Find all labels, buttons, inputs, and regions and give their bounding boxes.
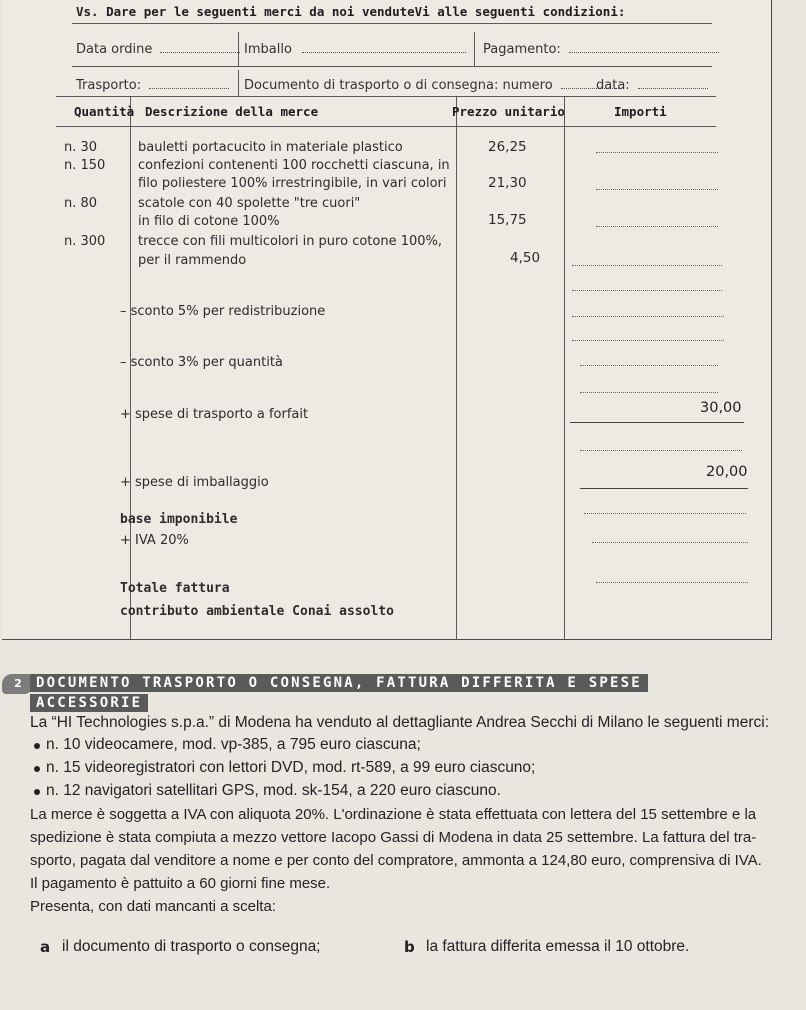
field-imballo xyxy=(244,42,466,57)
row-amount-blank xyxy=(596,152,718,153)
task-b: la fattura differita emessa il 10 ottobre. xyxy=(426,938,690,955)
amount-blank xyxy=(580,365,718,366)
row-desc: per il rammendo xyxy=(138,253,247,268)
row-qty: n. 300 xyxy=(64,234,106,249)
field-pagamento-blank xyxy=(569,52,719,53)
line-sconto-5: – sconto 5% per redistribuzione xyxy=(120,304,326,319)
field-trasporto xyxy=(76,78,229,93)
amount-rule xyxy=(570,422,744,423)
row-price: 21,30 xyxy=(488,175,527,191)
row-desc: scatole con 40 spolette "tre cuori" xyxy=(138,196,361,211)
line-conai: contributo ambientale Conai assolto xyxy=(120,604,394,619)
line-spese-imballaggio: + spese di imballaggio xyxy=(120,475,269,490)
col-divider-desc xyxy=(456,96,457,640)
col-divider-price xyxy=(564,96,565,640)
header-mid-rule xyxy=(72,66,712,67)
amount-blank xyxy=(596,582,748,583)
merce-item: n. 12 navigatori satellitari GPS, mod. sk-154, a 220 euro ciascuno. xyxy=(46,782,501,799)
amount-rule xyxy=(580,488,748,489)
bullet-icon xyxy=(34,766,40,772)
exercise-title-continued: ACCESSORIE xyxy=(30,694,148,712)
field-trasporto-label: Trasporto: xyxy=(76,78,142,93)
line-base-imponibile: base imponibile xyxy=(120,512,238,527)
col-header-descrizione: Descrizione della merce xyxy=(145,104,319,119)
row-desc: trecce con fili multicolori in puro cotone 100%, xyxy=(138,234,443,249)
row-price: 15,75 xyxy=(488,212,527,228)
body-line: sporto, pagata dal venditore a nome e per conto del compratore, ammonta a 124,80 euro, comprensiva di IVA. xyxy=(30,852,762,869)
amount-blank xyxy=(580,392,718,393)
field-data xyxy=(596,78,708,93)
header-divider xyxy=(238,32,239,66)
merce-item: n. 10 videocamere, mod. vp-385, a 795 euro ciascuna; xyxy=(46,736,421,753)
row-qty: n. 150 xyxy=(64,158,106,173)
amount-blank xyxy=(572,316,724,317)
line-spese-trasporto: + spese di trasporto a forfait xyxy=(120,407,309,422)
col-header-prezzo: Prezzo unitario xyxy=(452,104,565,119)
amount-blank xyxy=(580,450,742,451)
row-price: 26,25 xyxy=(488,139,527,155)
amount-blank xyxy=(572,290,722,291)
field-documento xyxy=(244,78,619,93)
table-header-top-rule xyxy=(56,96,716,97)
merce-item: n. 15 videoregistratori con lettori DVD, mod. rt-589, a 99 euro ciascuno; xyxy=(46,759,536,776)
field-imballo-blank xyxy=(302,52,466,53)
invoice-form xyxy=(2,0,772,640)
task-a: il documento di trasporto o consegna; xyxy=(62,938,321,955)
row-qty: n. 30 xyxy=(64,140,98,155)
row-desc: in filo di cotone 100% xyxy=(138,214,280,229)
header-top-rule xyxy=(72,23,712,24)
row-desc: filo poliestere 100% irrestringibile, in vari colori xyxy=(138,176,447,191)
exercise-title: DOCUMENTO TRASPORTO O CONSEGNA, FATTURA DIFFERITA E SPESE xyxy=(30,674,648,692)
table-header-bottom-rule xyxy=(56,126,716,127)
row-amount-blank xyxy=(596,226,718,227)
line-totale-fattura: Totale fattura xyxy=(120,581,230,596)
amount-imballaggio: 20,00 xyxy=(706,464,748,480)
field-pagamento-label: Pagamento: xyxy=(483,42,561,57)
amount-blank xyxy=(572,340,724,341)
body-line: La merce è soggetta a IVA con aliquota 20%. L'ordinazione è stata effettuata con lettera del 15 settembre e la xyxy=(30,806,757,823)
field-imballo-label: Imballo xyxy=(244,42,292,57)
line-sconto-3: – sconto 3% per quantità xyxy=(120,355,283,370)
line-iva: + IVA 20% xyxy=(120,533,189,548)
field-data-ordine-label: Data ordine xyxy=(76,42,153,57)
body-line: Il pagamento è pattuito a 60 giorni fine mese. xyxy=(30,875,331,892)
field-data-ordine-blank xyxy=(160,52,240,53)
row-desc: confezioni contenenti 100 rocchetti ciascuna, in xyxy=(138,158,450,173)
field-data-ordine xyxy=(76,42,240,57)
row-desc: bauletti portacucito in materiale plastico xyxy=(138,140,403,155)
bullet-icon xyxy=(34,789,40,795)
row-amount-blank xyxy=(572,265,722,266)
col-header-importi: Importi xyxy=(614,104,667,119)
body-line: Presenta, con dati mancanti a scelta: xyxy=(30,898,276,915)
amount-blank xyxy=(592,542,748,543)
header-divider xyxy=(474,32,475,66)
row-qty: n. 80 xyxy=(64,196,98,211)
field-trasporto-blank xyxy=(149,88,229,89)
task-b-marker: b xyxy=(404,938,415,956)
row-amount-blank xyxy=(596,189,718,190)
invoice-heading: Vs. Dare per le seguenti merci da noi venduteVi alle seguenti condizioni: xyxy=(76,4,626,19)
field-documento-label: Documento di trasporto o di consegna: numero xyxy=(244,78,553,93)
col-header-quantita: Quantità xyxy=(74,104,135,119)
task-a-marker: a xyxy=(40,938,51,956)
exercise-number-badge: 2 xyxy=(2,674,34,694)
header-divider xyxy=(238,70,239,96)
bullet-icon xyxy=(34,743,40,749)
row-price: 4,50 xyxy=(510,250,541,266)
amount-trasporto: 30,00 xyxy=(700,400,742,416)
field-data-blank xyxy=(638,88,708,89)
field-data-label: data: xyxy=(596,78,630,93)
field-pagamento xyxy=(483,42,719,57)
exercise-intro: La “HI Technologies s.p.a.” di Modena ha venduto al dettagliante Andrea Secchi di Milano le seguenti merci: xyxy=(30,714,769,731)
amount-blank xyxy=(584,513,746,514)
body-line: spedizione è stata compiuta a mezzo vettore Iacopo Gassi di Modena in data 25 settembre. La fattura del tra- xyxy=(30,829,757,846)
